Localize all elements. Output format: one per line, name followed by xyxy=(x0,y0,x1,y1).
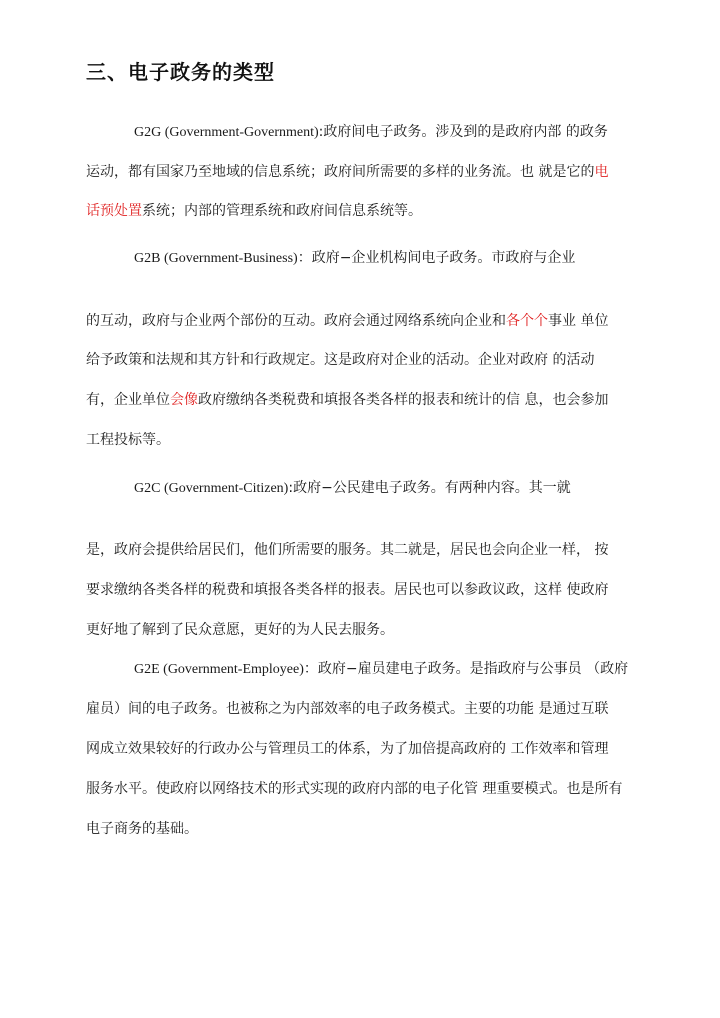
g2b-code: G2B (Government-Business) xyxy=(134,251,298,266)
highlight-text: 话预处置 xyxy=(86,203,142,219)
highlight-text: 各个个 xyxy=(506,313,548,329)
g2g-text: :政府间电子政务。涉及到的是政府内部 的政务 xyxy=(318,124,608,140)
g2b-text: ：政府−企业机构间电子政务。市政府与企业 xyxy=(297,250,576,266)
g2g-line-1 xyxy=(134,122,608,143)
g2c-text: :政府−公民建电子政务。有两种内容。其一就 xyxy=(288,480,571,496)
g2e-text: ：政府−雇员建电子政务。是指政府与公事员 （政府 xyxy=(303,661,629,677)
g2b-line-4: 有，企业单位会像政府缴纳各类税费和填报各类各样的报表和统计的信 息，也会参加 xyxy=(86,392,609,408)
g2e-code: G2E (Government-Employee) xyxy=(134,662,304,677)
section-heading: 三、电子政务的类型 xyxy=(86,60,275,84)
g2c-code: G2C (Government-Citizen) xyxy=(134,481,289,496)
g2e-line-4: 服务水平。使政府以网络技术的形式实现的政府内部的电子化管 理重要模式。也是所有 xyxy=(86,781,623,797)
g2c-line-2: 是，政府会提供给居民们，他们所需要的服务。其二就是，居民也会向企业一样， 按 xyxy=(86,542,609,558)
g2e-line-2: 雇员）间的电子政务。也被称之为内部效率的电子政务模式。主要的功能 是通过互联 xyxy=(86,701,609,717)
g2g-line-2: 运动，都有国家乃至地域的信息系统；政府间所需要的多样的业务流。也 就是它的电 xyxy=(86,164,609,180)
highlight-text: 电 xyxy=(594,164,609,180)
g2g-line-3: 话预处置系统；内部的管理系统和政府间信息系统等。 xyxy=(86,203,422,219)
g2e-line-5: 电子商务的基础。 xyxy=(86,821,198,837)
g2c-line-3: 要求缴纳各类各样的税费和填报各类各样的报表。居民也可以参政议政，这样 使政府 xyxy=(86,582,609,598)
g2b-line-2: 的互动，政府与企业两个部份的互动。政府会通过网络系统向企业和各个个事业 单位 xyxy=(86,313,609,329)
g2c-line-1 xyxy=(134,478,571,499)
g2b-line-1 xyxy=(134,248,575,269)
g2e-line-1 xyxy=(134,659,628,680)
g2c-line-4: 更好地了解到了民众意愿，更好的为人民去服务。 xyxy=(86,622,394,638)
highlight-text: 会像 xyxy=(170,392,198,408)
g2e-line-3: 网成立效果较好的行政办公与管理员工的体系，为了加倍提高政府的 工作效率和管理 xyxy=(86,741,609,757)
g2b-line-3: 给予政策和法规和其方针和行政规定。这是政府对企业的活动。企业对政府 的活动 xyxy=(86,352,595,368)
g2b-line-5: 工程投标等。 xyxy=(86,432,170,448)
g2g-code: G2G (Government-Government) xyxy=(134,125,319,140)
